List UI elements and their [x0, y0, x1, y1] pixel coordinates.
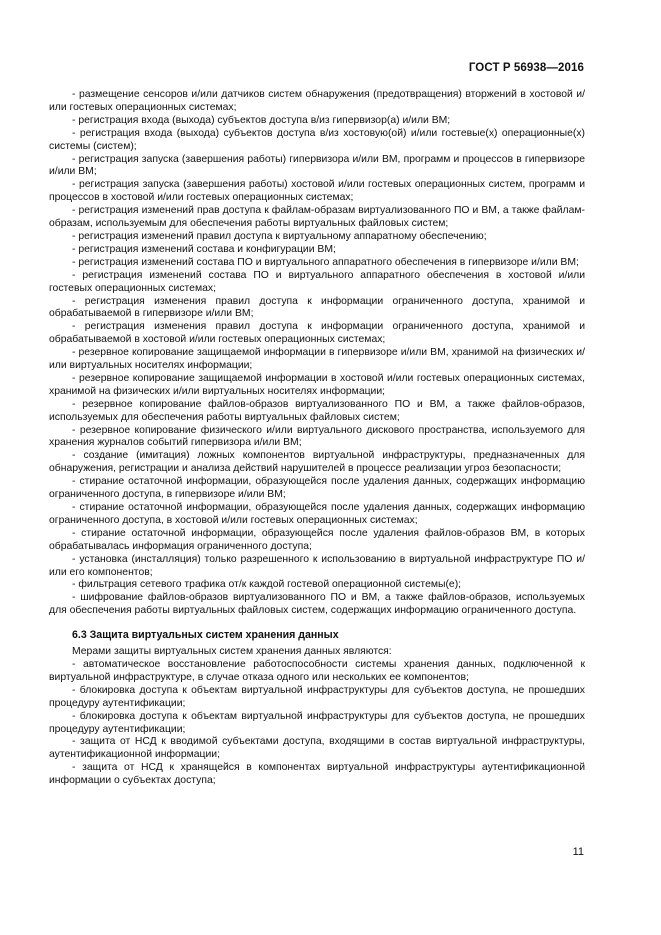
list-item: - регистрация входа (выхода) субъектов доступа в/из гипервизор(а) и/или ВМ;: [72, 114, 451, 126]
list-item: - стирание остаточной информации, образующейся после удаления данных, содержащих информацию ограниченного доступа, в хостовой и/или гостевых операционных системах;: [49, 502, 585, 526]
document-header: ГОСТ Р 56938—2016: [468, 62, 584, 74]
list-item: - резервное копирование защищаемой информации в гипервизоре и/или ВМ, хранимой на физических и/или виртуальных носителях информации;: [49, 347, 585, 372]
list-item: - стирание остаточной информации, образующейся после удаления файлов-образов ВМ, в которых обрабатывалась информация ограниченного доступа;: [49, 527, 585, 552]
document-body: [49, 89, 585, 788]
list-item: - регистрация изменений состава ПО и виртуального аппаратного обеспечения в хостовой и/или гостевых операционных системах;: [49, 269, 585, 294]
list-item: - резервное копирование физического и/или виртуального дискового пространства, используемого для хранения журналов событий гипервизора и/или ВМ;: [49, 424, 585, 449]
section-title: 6.3 Защита виртуальных систем хранения данных: [72, 629, 339, 642]
list-item: - блокировка доступа к объектам виртуальной инфраструктуры для субъектов доступа, не прошедших процедуру аутентификации;: [49, 684, 585, 709]
list-item: - регистрация изменения правил доступа к информации ограниченного доступа, хранимой и обрабатываемой в хостовой и/или гостевых операционных системах;: [49, 321, 585, 346]
list-item: - регистрация входа (выхода) субъектов доступа в/из хостовую(ой) и/или гостевые(х) операционные(х) системы (систем);: [49, 127, 585, 152]
list-item: - резервное копирование защищаемой информации в хостовой и/или гостевых операционных системах, хранимой на физических и/или виртуальных носителях информации;: [49, 372, 585, 397]
list-item: - блокировка доступа к объектам виртуальной инфраструктуры для субъектов доступа, не прошедших процедуру аутентификации;: [49, 710, 585, 735]
page-number: 11: [572, 846, 584, 858]
list-item: - размещение сенсоров и/или датчиков систем обнаружения (предотвращения) вторжений в хостовой и/или гостевых операционных системах;: [49, 89, 585, 113]
list-item: - установка (инсталляция) только разрешенного к использованию в виртуальной инфраструктуре ПО и/или его компонентов;: [49, 553, 585, 578]
list-item: - защита от НСД к хранящейся в компонентах виртуальной инфраструктуры аутентификационной информации о субъектах доступа;: [49, 762, 585, 787]
list-item: - автоматическое восстановление работоспособности системы хранения данных, подключенной к виртуальной инфраструктуре, в случае отказа одного или нескольких ее компонентов;: [49, 658, 585, 683]
list-item: - фильтрация сетевого трафика от/к каждой гостевой операционной системы(е);: [72, 579, 462, 591]
list-item: - резервное копирование файлов-образов виртуализованного ПО и ВМ, а также файлов-образов, используемых для обеспечения работы виртуальных файловых систем;: [49, 398, 585, 423]
list-item: - регистрация изменений состава ПО и виртуального аппаратного обеспечения в гипервизоре и/или ВМ;: [72, 256, 579, 268]
list-item: - регистрация изменений прав доступа к файлам-образам виртуализованного ПО и ВМ, а также файлам-образам, используемым для обеспечения работы виртуальных файловых систем;: [49, 205, 585, 230]
list-item: - шифрование файлов-образов виртуализованного ПО и ВМ, а также файлов-образов, используемых для обеспечения работы виртуальных файловых систем, содержащих информацию ограниченного доступа.: [49, 592, 585, 617]
list-item: - стирание остаточной информации, образующейся после удаления данных, содержащих информацию ограниченного доступа, в гипервизоре и/или ВМ;: [49, 476, 585, 501]
list-item: - регистрация запуска (завершения работы) хостовой и/или гостевых операционных систем, программ и процессов в хостовой и/или гостевых операционных системах;: [49, 179, 585, 204]
section-intro: Мерами защиты виртуальных систем хранения данных являются:: [72, 646, 392, 658]
list-item: - создание (имитация) ложных компонентов виртуальной инфраструктуры, предназначенных для обнаружения, регистрации и анализа действий нарушителей в процессе реализации угроз безопасности;: [49, 450, 585, 475]
list-item: - регистрация запуска (завершения работы) гипервизора и/или ВМ, программ и процессов в гипервизоре и/или ВМ;: [49, 153, 585, 178]
list-item: - регистрация изменений состава и конфигурации ВМ;: [72, 243, 336, 255]
storage-measures-list: [49, 659, 585, 788]
list-item: - регистрация изменения правил доступа к информации ограниченного доступа, хранимой и обрабатываемой в гипервизоре и/или ВМ;: [49, 295, 585, 320]
measures-list: [49, 89, 585, 618]
list-item: - защита от НСД к вводимой субъектами доступа, входящими в состав виртуальной инфраструктуры, аутентификационной информации;: [49, 736, 585, 761]
list-item: - регистрация изменений правил доступа к виртуальному аппаратному обеспечению;: [72, 230, 487, 242]
